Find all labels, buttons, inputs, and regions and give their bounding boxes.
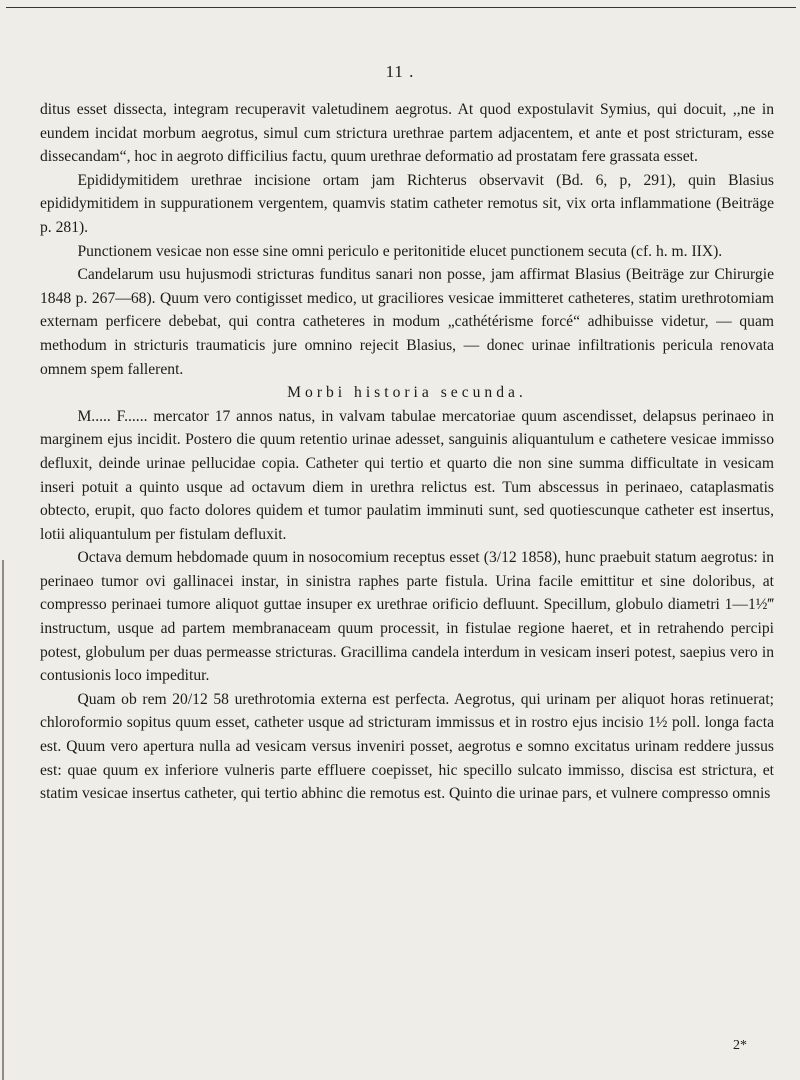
paragraph-epididymitis: Epididymitidem urethrae incisione ortam jam Richterus observavit (Bd. 6, p, 291), quin Blasius epididymitidem in suppurationem vergentem, quamvis statim catheter remotus sit, vix orta inflammatione (Beiträge p. 281). xyxy=(40,171,774,236)
paragraph-hospital-admission: Octava demum hebdomade quum in nosocomium receptus esset (3/12 1858), hunc praebuit statum aegrotus: in perinaeo tumor ovi gallinacei instar, in sinistra raphes parte fistula. Urina facile emittitur et sine doloribus, at compresso perinaei tumore aliquot guttae insuper ex urethrae orificio defluunt. Specillum, globulo diametri 1—1½‴ instructum, usque ad partem membranaceam quum processit, in fistulae regione haeret, et in retrahendo percipi potest, globulum per duas permeasse stricturas. Gracillima candela interdum in vesicam inseri potest, saepius vero in contusionis loco impeditur. xyxy=(40,549,774,685)
paragraph-candelarum-usus: Candelarum usu hujusmodi stricturas funditus sanari non posse, jam affirmat Blasius (Beiträge zur Chirurgie 1848 p. 267—68). Quum vero contigisset medico, ut graciliores vesicae immitteret catheteres, statim urethrotomiam externam perficere debebat, qui contra catheteres in modum „cathétérisme forcé“ adhibuisse videtur, — quam methodum in stricturis traumaticis jure omnino rejecit Blasius, — donec urinae infiltrationis pericula renovata omnem spem fallerent. xyxy=(40,266,774,378)
printer-signature-mark: 2* xyxy=(733,1038,747,1053)
paragraph-punctio-vesicae: Punctionem vesicae non esse sine omni periculo e peritonitide elucet punctionem secuta (cf. h. m. IIX). xyxy=(77,242,723,260)
page-number: 11 . xyxy=(385,62,415,81)
section-heading: Morbi historia secunda. xyxy=(287,384,527,402)
paragraph-urethrotomy: Quam ob rem 20/12 58 urethrotomia externa est perfecta. Aegrotus, qui urinam per aliquot horas retinuerat; chloroformio sopitus quum esset, catheter usque ad stricturam immissus et in rostro ejus incisio 1½ poll. longa facta est. Quum vero apertura nulla ad vesicam versus inveniri posset, aegrotus e somno excitatus urinam reddere jussus est: quae quum ex inferiore vulneris parte effluere coepisset, hic specillo sulcato immisso, discisa est strictura, et statim vesicae insertus catheter, qui tertio abhinc die remotus est. Quinto die urinae pars, et vulnere compresso omnis xyxy=(40,690,774,803)
paragraph-case-history: M..... F...... mercator 17 annos natus, in valvam tabulae mercatoriae quum ascendisset, delapsus perinaeo in marginem ejus incidit. Postero die quum retentio urinae adesset, sanguinis aliquantulum e cathetere vesicae immisso defluxit, deinde urinae pellucidae copia. Catheter qui tertio et quarto die non sine summa difficultate in vesicam inseri potuit a quinto usque ad octavum diem in urethra relictus est. Tum abscessus in perinaeo, cataplasmatis obtecto, erupit, quo facto dolores quidem et tumor paulatim imminuti sunt, sed quotiescunque catheter est insertus, lotii aliquantulum per fistulam defluxit. xyxy=(40,407,774,543)
paragraph-continuation: ditus esset dissecta, integram recuperavit valetudinem aegrotus. At quod expostulavit Symius, qui docuit, ,,ne in eundem incidat morbum aegrotus, simul cum strictura urethrae partem adjacentem, et ante et post stricturam, esse dissecandam“, hoc in aegroto difficilius factu, quum urethrae deformatio ad prostatam fere grassata esset. xyxy=(40,101,774,166)
body-text xyxy=(40,98,774,806)
page-left-edge-shadow xyxy=(2,560,4,1080)
top-edge-rule xyxy=(6,7,796,8)
